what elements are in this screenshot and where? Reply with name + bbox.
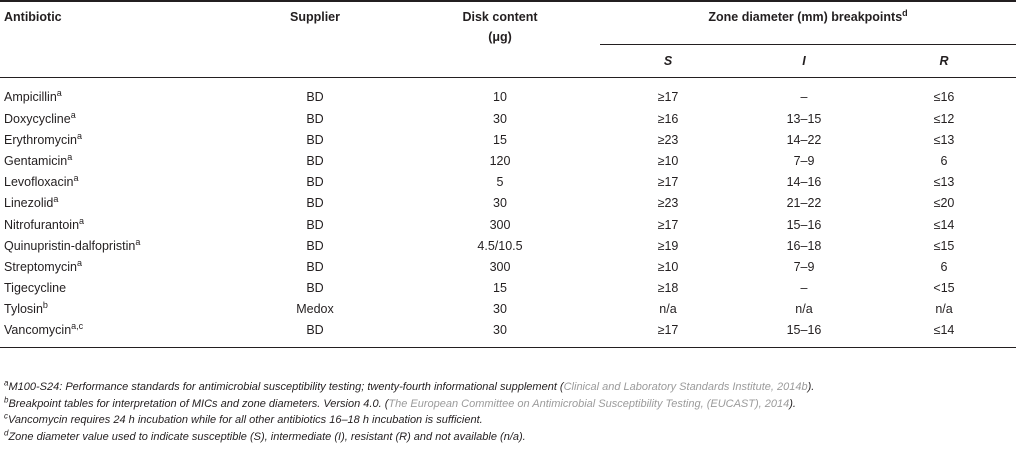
cell-supplier: BD [306, 323, 324, 338]
cell-supplier: BD [306, 153, 324, 168]
table-header [0, 1, 1016, 78]
cell-r: <15 [933, 281, 955, 296]
cell-antibiotic [0, 150, 230, 171]
cell-i: 13–15 [786, 111, 822, 126]
footnote-mark: a [67, 151, 73, 162]
cell-supplier: BD [306, 111, 324, 126]
antibiotic-name: Quinupristin-dalfopristin [4, 238, 136, 253]
cell-supplier: BD [306, 281, 324, 296]
cell-disk-content: 120 [489, 153, 511, 168]
footnotes [4, 379, 1012, 445]
cell-antibiotic [0, 278, 230, 299]
cell-supplier: BD [306, 238, 324, 253]
cell-s: ≥23 [657, 132, 679, 147]
cell-disk-content: 10 [493, 90, 507, 104]
header-disk-content [400, 1, 600, 78]
cell-i: 15–16 [786, 217, 822, 232]
footnote-c [4, 412, 1012, 429]
cell-s: ≥16 [657, 111, 679, 126]
header-zone-label: Zone diameter (mm) breakpoints [708, 10, 903, 24]
cell-antibiotic [0, 172, 230, 193]
cell-antibiotic [0, 299, 230, 320]
cell-r: n/a [935, 302, 953, 317]
footnote-tail: ). [807, 381, 815, 393]
cell-i: 14–16 [786, 175, 822, 190]
table-row [0, 256, 1016, 277]
table-row [0, 78, 1016, 109]
cell-i: 14–22 [786, 132, 822, 147]
footnote-marker: c [4, 411, 8, 421]
cell-r: ≤14 [933, 323, 955, 338]
cell-supplier: BD [306, 217, 324, 232]
cell-disk-content: 30 [493, 111, 507, 126]
header-zone-footnote-mark: d [902, 7, 908, 18]
table-row [0, 108, 1016, 129]
footnote-text: Zone diameter value used to indicate susceptible (S), intermediate (I), resistant (R) and not available (n/a). [8, 430, 526, 443]
cell-antibiotic [0, 214, 230, 235]
table-row [0, 193, 1016, 214]
antibiotic-name: Tylosin [4, 302, 43, 317]
cell-disk-content: 15 [493, 281, 507, 296]
antibiotic-name: Doxycycline [4, 111, 71, 126]
cell-i: – [800, 281, 808, 296]
footnote-mark: a [56, 87, 62, 98]
cell-s: ≥10 [657, 153, 679, 168]
header-r: R [872, 45, 1016, 78]
cell-supplier: BD [306, 196, 324, 211]
table-row [0, 150, 1016, 171]
antibiotic-name: Linezolid [4, 196, 54, 211]
cell-supplier: BD [306, 259, 324, 274]
antibiotic-name: Gentamicin [4, 153, 68, 168]
cell-antibiotic [0, 108, 230, 129]
cell-s: ≥17 [657, 90, 679, 104]
cell-i: 7–9 [793, 259, 815, 274]
header-antibiotic: Antibiotic [4, 10, 62, 24]
cell-antibiotic [0, 129, 230, 150]
header-i: I [736, 45, 872, 78]
cell-r: ≤13 [933, 132, 955, 147]
footnote-mark: a [76, 130, 82, 141]
cell-r: ≤20 [933, 196, 955, 211]
cell-r: ≤15 [933, 238, 955, 253]
footnote-mark: a [135, 236, 141, 247]
antibiotic-name: Tigecycline [4, 281, 67, 296]
table-body [0, 78, 1016, 348]
cell-i: n/a [795, 302, 813, 317]
cell-disk-content: 30 [493, 196, 507, 211]
cell-s: n/a [659, 302, 677, 317]
cell-i: 21–22 [786, 196, 822, 211]
cell-r: ≤14 [933, 217, 955, 232]
table-row [0, 172, 1016, 193]
cell-disk-content: 15 [493, 132, 507, 147]
table-row [0, 299, 1016, 320]
header-disk-content-label: Disk content [462, 10, 538, 24]
table-row [0, 129, 1016, 150]
header-s: S [600, 45, 736, 78]
table-row [0, 214, 1016, 235]
cell-r: ≤12 [933, 111, 955, 126]
cell-r: 6 [940, 153, 948, 168]
cell-r: 6 [940, 259, 948, 274]
footnote-marker: a [4, 378, 9, 388]
cell-antibiotic [0, 193, 230, 214]
footnote-marker: b [4, 394, 9, 404]
cell-s: ≥17 [657, 175, 679, 190]
footnote-b [4, 396, 1012, 413]
footnote-tail: ). [789, 397, 796, 410]
antibiotic-name: Streptomycin [4, 259, 77, 274]
cell-antibiotic [0, 235, 230, 256]
footnote-citation-link[interactable]: The European Committee on Antimicrobial Susceptibility Testing, (EUCAST), 2014 [388, 397, 790, 410]
cell-disk-content: 30 [493, 302, 507, 317]
cell-supplier: BD [306, 175, 324, 190]
cell-s: ≥18 [657, 281, 679, 296]
header-supplier: Supplier [289, 10, 340, 24]
footnote-text: Vancomycin requires 24 h incubation while for all other antibiotics 16–18 h incubation is sufficient. [8, 414, 483, 426]
footnote-citation-link[interactable]: Clinical and Laboratory Standards Institute, 2014b [563, 381, 808, 393]
cell-s: ≥17 [657, 217, 679, 232]
table-row [0, 235, 1016, 256]
cell-disk-content: 30 [493, 323, 507, 338]
antibiotic-name: Levofloxacin [4, 175, 74, 190]
footnote-text: Breakpoint tables for interpretation of MICs and zone diameters. Version 4.0. ( [8, 397, 389, 410]
header-zone-diameter [600, 1, 1016, 45]
header-disk-unit: (μg) [488, 30, 512, 44]
cell-s: ≥10 [657, 259, 679, 274]
footnote-mark: a [76, 257, 82, 268]
cell-s: ≥19 [657, 238, 679, 253]
cell-antibiotic [0, 78, 230, 109]
cell-s: ≥23 [657, 196, 679, 211]
footnote-mark: a [73, 173, 79, 183]
footnote-mark: a [79, 215, 85, 226]
footnote-mark: a [70, 109, 76, 120]
cell-i: – [800, 90, 808, 104]
cell-disk-content: 5 [496, 175, 504, 190]
antibiotic-name: Ampicillin [4, 90, 57, 104]
cell-disk-content: 300 [489, 259, 511, 274]
cell-i: 7–9 [793, 153, 815, 168]
cell-supplier: BD [306, 132, 324, 147]
cell-antibiotic [0, 256, 230, 277]
cell-antibiotic [0, 320, 230, 348]
table-row [0, 278, 1016, 299]
antibiotic-name: Vancomycin [4, 323, 72, 338]
cell-i: 15–16 [786, 323, 822, 338]
footnote-marker: d [4, 427, 9, 437]
footnote-text: M100-S24: Performance standards for antimicrobial susceptibility testing; twenty-fourth informational supplement ( [8, 381, 564, 393]
cell-disk-content: 300 [489, 217, 511, 232]
footnote-a [4, 379, 1012, 396]
footnote-mark: b [42, 300, 48, 311]
cell-r: ≤13 [933, 175, 955, 190]
footnote-mark: a,c [71, 321, 84, 332]
cell-s: ≥17 [657, 323, 679, 338]
antibiotic-name: Erythromycin [4, 132, 77, 147]
footnote-mark: a [53, 194, 59, 205]
cell-supplier: BD [306, 90, 324, 104]
cell-i: 16–18 [786, 238, 822, 253]
cell-disk-content: 4.5/10.5 [477, 238, 523, 253]
table-row [0, 320, 1016, 348]
cell-supplier: Medox [296, 302, 334, 317]
antibiotic-name: Nitrofurantoin [4, 217, 80, 232]
cell-r: ≤16 [933, 90, 955, 104]
footnote-d [4, 429, 1012, 446]
